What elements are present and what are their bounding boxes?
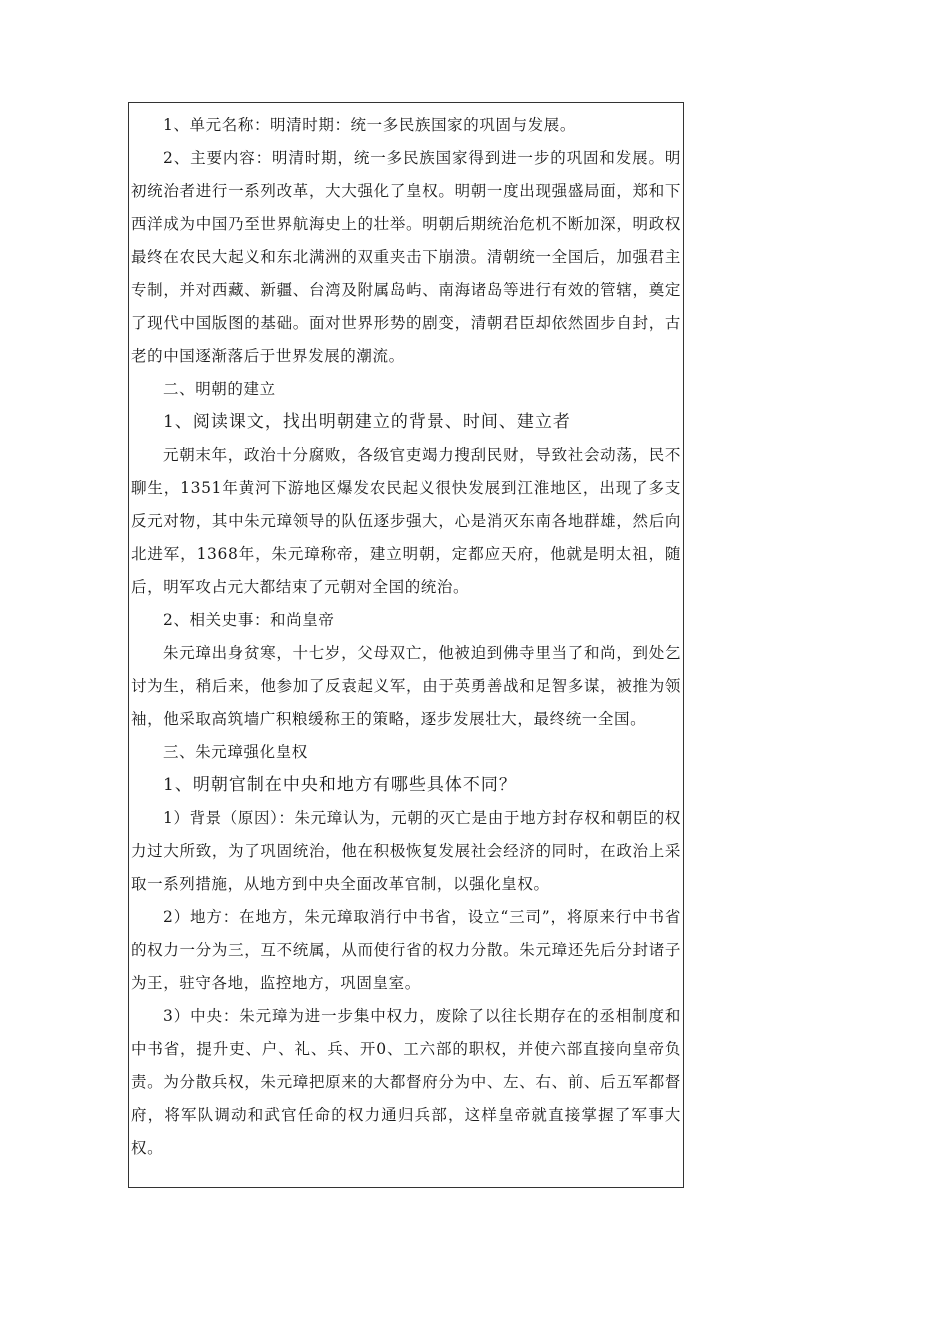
- main-content-paragraph: 2、主要内容：明清时期，统一多民族国家得到进一步的巩固和发展。明初统治者进行一系列改革，大大强化了皇权。明朝一度出现强盛局面，郑和下西洋成为中国乃至世界航海史上的壮举。明朝后期统治危机不断加深，明政权最终在农民大起义和东北满洲的双重夹击下崩溃。清朝统一全国后，加强君主专制，并对西藏、新疆、台湾及附属岛屿、南海诸岛等进行有效的管辖，奠定了现代中国版图的基础。面对世界形势的剧变，清朝君臣却依然固步自封，古老的中国逐渐落后于世界发展的潮流。: [131, 149, 681, 365]
- section-heading-ming-founding: 二、明朝的建立: [163, 380, 276, 398]
- question-heading-officials: 1、明朝官制在中央和地方有哪些具体不同？: [163, 775, 517, 795]
- content-table-cell: [128, 102, 684, 1188]
- related-history-heading: 2、相关史事：和尚皇帝: [163, 611, 335, 629]
- local-paragraph: 2）地方：在地方，朱元璋取消行中书省，设立“三司”，将原来行中书省的权力一分为三，互不统属，从而使行省的权力分散。朱元璋还先后分封诸子为王，驻守各地，监控地方，巩固皇室。: [131, 908, 681, 992]
- unit-name-paragraph: 1、单元名称：明清时期：统一多民族国家的巩固与发展。: [163, 116, 576, 134]
- background-paragraph: 1）背景（原因）：朱元璋认为，元朝的灭亡是由于地方封存权和朝臣的权力过大所致，为了巩固统治，他在积极恢复发展社会经济的同时，在政治上采取一系列措施，从地方到中央全面改革官制，以强化皇权。: [131, 809, 681, 893]
- monk-emperor-paragraph: 朱元璋出身贫寒，十七岁，父母双亡，他被迫到佛寺里当了和尚，到处乞讨为生，稍后来，他参加了反袁起义军，由于英勇善战和足智多谋，被推为领袖，他采取高筑墙广积粮缓称王的策略，逐步发展壮大，最终统一全国。: [131, 644, 681, 728]
- founding-paragraph: 元朝末年，政治十分腐败，各级官吏竭力搜刮民财，导致社会动荡，民不聊生，1351年黄河下游地区爆发农民起义很快发展到江淮地区，出现了多支反元对物，其中朱元璋领导的队伍逐步强大，心是消灭东南各地群雄，然后向北进军，1368年，朱元璋称帝，建立明朝，定都应天府，他就是明太祖，随后，明军攻占元大都结束了元朝对全国的统治。: [131, 446, 681, 596]
- central-paragraph: 3）中央：朱元璋为进一步集中权力，废除了以往长期存在的丞相制度和中书省，提升吏、户、礼、兵、开0、工六部的职权，并使六部直接向皇帝负责。为分散兵权，朱元璋把原来的大都督府分为中、左、右、前、后五军都督府，将军队调动和武官任命的权力通归兵部，这样皇帝就直接掌握了军事大权。: [131, 1007, 681, 1157]
- section-heading-imperial-power: 三、朱元璋强化皇权: [163, 743, 308, 761]
- question-heading-founding: 1、阅读课文，找出明朝建立的背景、时间、建立者: [163, 412, 571, 432]
